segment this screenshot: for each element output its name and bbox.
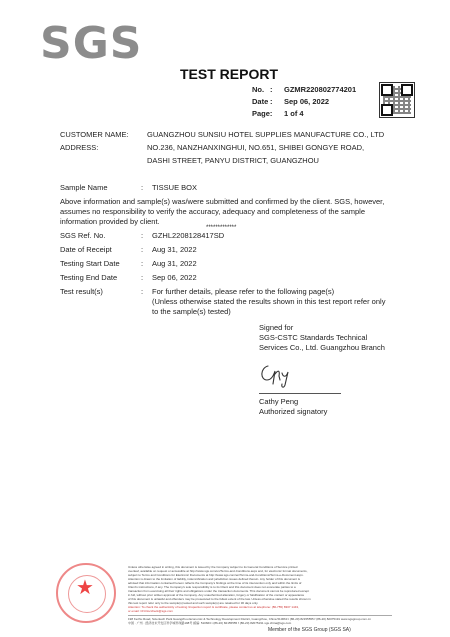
star-icon: ★ xyxy=(76,577,94,599)
disclaimer-line-2: assumes no responsibility to verify the accuracy, adequacy and completeness of the sample xyxy=(60,207,366,216)
company-seal-stamp xyxy=(56,563,116,623)
testing-end-sep: : xyxy=(141,273,144,282)
report-no-label: No. xyxy=(252,85,265,94)
report-no-value: GZMR220802774201 xyxy=(284,85,357,94)
testing-end-label: Testing End Date xyxy=(60,273,118,282)
footer-divider xyxy=(128,615,392,616)
sgs-ref-value: GZHL2208128417SD xyxy=(152,231,225,240)
sgs-ref-label: SGS Ref. No. xyxy=(60,231,106,240)
qr-code-icon xyxy=(379,82,415,118)
address-line-1: NO.236, NANZHANXINGHUI, NO.651, SHIBEI GONGYE ROAD, xyxy=(147,143,365,152)
testing-start-value: Aug 31, 2022 xyxy=(152,259,197,268)
report-no-sep: : xyxy=(270,85,273,94)
report-date-label: Date xyxy=(252,97,269,106)
sgs-ref-sep: : xyxy=(141,231,144,240)
signatory-role: Authorized signatory xyxy=(259,407,328,416)
testing-start-sep: : xyxy=(141,259,144,268)
signatory-name: Cathy Peng xyxy=(259,397,299,406)
disclaimer-line-1: Above information and sample(s) was/were submitted and confirmed by the client. SGS, however, xyxy=(60,197,385,206)
test-results-line-3: to the sample(s) tested) xyxy=(152,307,231,316)
signed-for: Signed for xyxy=(259,323,294,332)
address-label: ADDRESS: xyxy=(60,143,99,152)
address-line-2: DASHI STREET, PANYU DISTRICT, GUANGZHOU xyxy=(147,156,319,165)
testing-start-label: Testing Start Date xyxy=(60,259,120,268)
sgs-group-member: Member of the SGS Group (SGS SA) xyxy=(268,627,351,633)
testing-end-value: Sep 06, 2022 xyxy=(152,273,197,282)
receipt-date-sep: : xyxy=(141,245,144,254)
signature-line xyxy=(259,393,341,394)
report-date-value: Sep 06, 2022 xyxy=(284,97,330,106)
footer-address-en: 198 Kezhu Road, Scientech Park Guangzhou Economic & Technology Development District, Guangzhou, China 510663 t (86-20) 82155555 f (86-20) 82075191 www.sgsgroup.com.cn xyxy=(128,617,371,621)
legal-terms-block: Unless otherwise agreed in writing, this document is issued by the Company subject to its General Conditions of Service printed overleaf, available on request or accessible at http://www.sgs.com/en/Terms-and-Conditions.aspx and, for electronic format documents, subject to Terms and Conditions for Electronic Documents at http://www.sgs.com/en/Terms-and-Conditions/Terms-e-Document.aspx. Attention is drawn to the limitation of liability, indemnification and jurisdiction issues defined therein. Any holder of this document is advised that information contained hereon reflects the Company's findings at the time of its intervention only and within the limits of Client's instructions, if any. The Company's sole responsibility is to its Client and this document does not exonerate parties to a transaction from exercising all their rights and obligations under the transaction documents. This document cannot be reproduced except in full, without prior written approval of the Company. Any unauthorized alteration, forgery or falsification of the content or appearance of this document is unlawful and offenders may be prosecuted to the fullest extent of the law. Unless otherwise stated the results shown in this test report refer only to the sample(s) tested and such sample(s) are retained for 30 days only. Attention: To check the authenticity of testing /inspection report & certificate, please contact us at telephone: (86-755) 8307 1443, or email: CN.Doccheck@sgs.com xyxy=(128,565,311,613)
report-page-label: Page: xyxy=(252,109,273,118)
signing-company-line-2: Services Co., Ltd. Guangzhou Branch xyxy=(259,343,385,352)
receipt-date-value: Aug 31, 2022 xyxy=(152,245,197,254)
page-title: TEST REPORT xyxy=(180,66,279,82)
footer-address-cn: 中国 · 广州 · 经济技术开发区科学城科珠路198号 邮编: 510663 t (86-20) 82155555 f (86-20) 82075191 sgs.china@sgs.com xyxy=(128,621,292,625)
receipt-date-label: Date of Receipt xyxy=(60,245,112,254)
signing-company-line-1: SGS-CSTC Standards Technical xyxy=(259,333,368,342)
test-results-line-1: For further details, please refer to the following page(s) xyxy=(152,287,335,296)
customer-name-label: CUSTOMER NAME: xyxy=(60,130,129,139)
report-page-value: 1 of 4 xyxy=(284,109,304,118)
separator-stars: ************* xyxy=(206,225,237,231)
sgs-logo: SGS xyxy=(40,18,143,69)
report-date-sep: : xyxy=(270,97,273,106)
test-results-line-2: (Unless otherwise stated the results shown in this test report refer only xyxy=(152,297,386,306)
test-results-sep: : xyxy=(141,287,144,296)
sample-name-sep: : xyxy=(141,183,144,192)
sample-name-label: Sample Name xyxy=(60,183,108,192)
sample-name-value: TISSUE BOX xyxy=(152,183,198,192)
customer-name-value: GUANGZHOU SUNSIU HOTEL SUPPLIES MANUFACTURE CO., LTD xyxy=(147,130,385,139)
test-results-label: Test result(s) xyxy=(60,287,103,296)
handwritten-signature xyxy=(258,358,298,390)
disclaimer-line-3: information provided by client. xyxy=(60,217,160,226)
